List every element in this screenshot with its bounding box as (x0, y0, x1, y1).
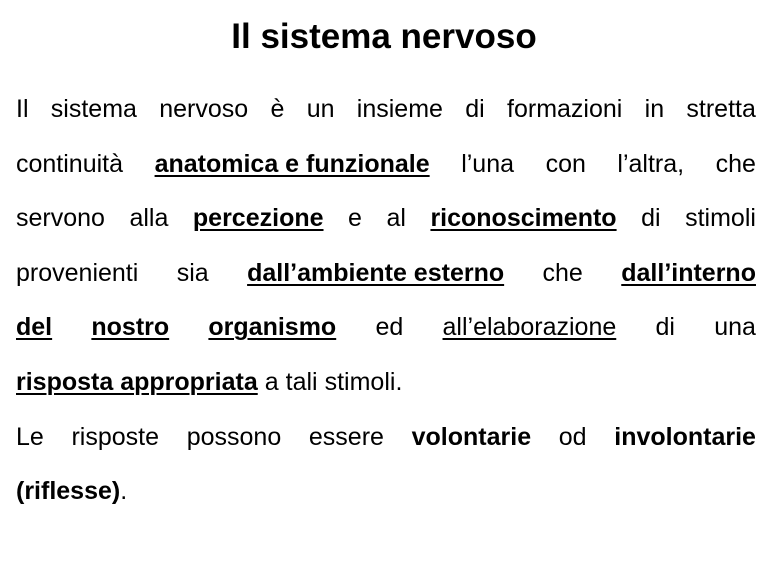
text-segment: di (465, 95, 485, 123)
text-line (16, 300, 756, 355)
emphasized-text: dall’ambiente esterno (247, 258, 505, 287)
text-segment: nervoso (159, 95, 249, 123)
text-segment: ed (375, 313, 404, 342)
text-segment: stimoli (685, 204, 756, 233)
text-line (16, 464, 756, 519)
text-segment: formazioni (507, 95, 623, 123)
text-line (16, 191, 756, 246)
text-segment: od (558, 422, 587, 451)
text-line (16, 410, 756, 465)
text-segment: con (545, 149, 586, 178)
text-segment: a (264, 367, 279, 396)
emphasized-text: organismo (208, 313, 337, 342)
emphasized-text: all’elaborazione (442, 313, 617, 342)
text-segment: in (644, 95, 665, 123)
text-segment: che (542, 258, 583, 287)
text-segment: e (348, 204, 362, 233)
text-segment: sistema (50, 95, 137, 123)
text-segment: l’una (461, 149, 515, 178)
text-line (16, 82, 756, 137)
text-segment: Le (16, 422, 44, 451)
emphasized-text: nostro (91, 313, 170, 342)
emphasized-text: del (16, 313, 53, 342)
emphasized-text: dall’interno (621, 258, 756, 287)
emphasized-text: involontarie (614, 422, 756, 451)
text-segment: provenienti (16, 258, 139, 287)
text-segment: stimoli. (324, 367, 403, 396)
text-segment: sia (176, 258, 209, 287)
text-segment: risposte (71, 422, 160, 451)
emphasized-text: (riflesse) (16, 477, 121, 506)
text-segment: tali (285, 367, 318, 396)
text-segment: di (641, 204, 661, 233)
text-segment: . (120, 477, 128, 506)
text-segment: stretta (686, 95, 756, 123)
text-segment: l’altra, (617, 149, 685, 178)
text-segment: Il (16, 95, 29, 123)
text-segment: possono (186, 422, 282, 451)
emphasized-text: anatomica e funzionale (154, 149, 430, 178)
emphasized-text: percezione (192, 204, 324, 233)
text-segment: insieme (356, 95, 443, 123)
text-line (16, 355, 756, 410)
text-segment: una (714, 313, 756, 342)
text-segment: che (715, 149, 756, 178)
text-segment: continuità (16, 149, 124, 178)
emphasized-text: risposta appropriata (16, 367, 258, 396)
text-segment: al (386, 204, 406, 233)
emphasized-text: riconoscimento (430, 204, 617, 233)
text-segment: di (655, 313, 675, 342)
text-segment: alla (129, 204, 169, 233)
text-segment: è (270, 95, 285, 123)
slide-body-text (16, 82, 756, 519)
text-line (16, 137, 756, 192)
slide-title: Il sistema nervoso (231, 17, 537, 56)
text-segment: un (306, 95, 335, 123)
text-segment: essere (308, 422, 384, 451)
text-segment: servono (16, 204, 105, 233)
text-line (16, 246, 756, 301)
emphasized-text: volontarie (411, 422, 532, 451)
